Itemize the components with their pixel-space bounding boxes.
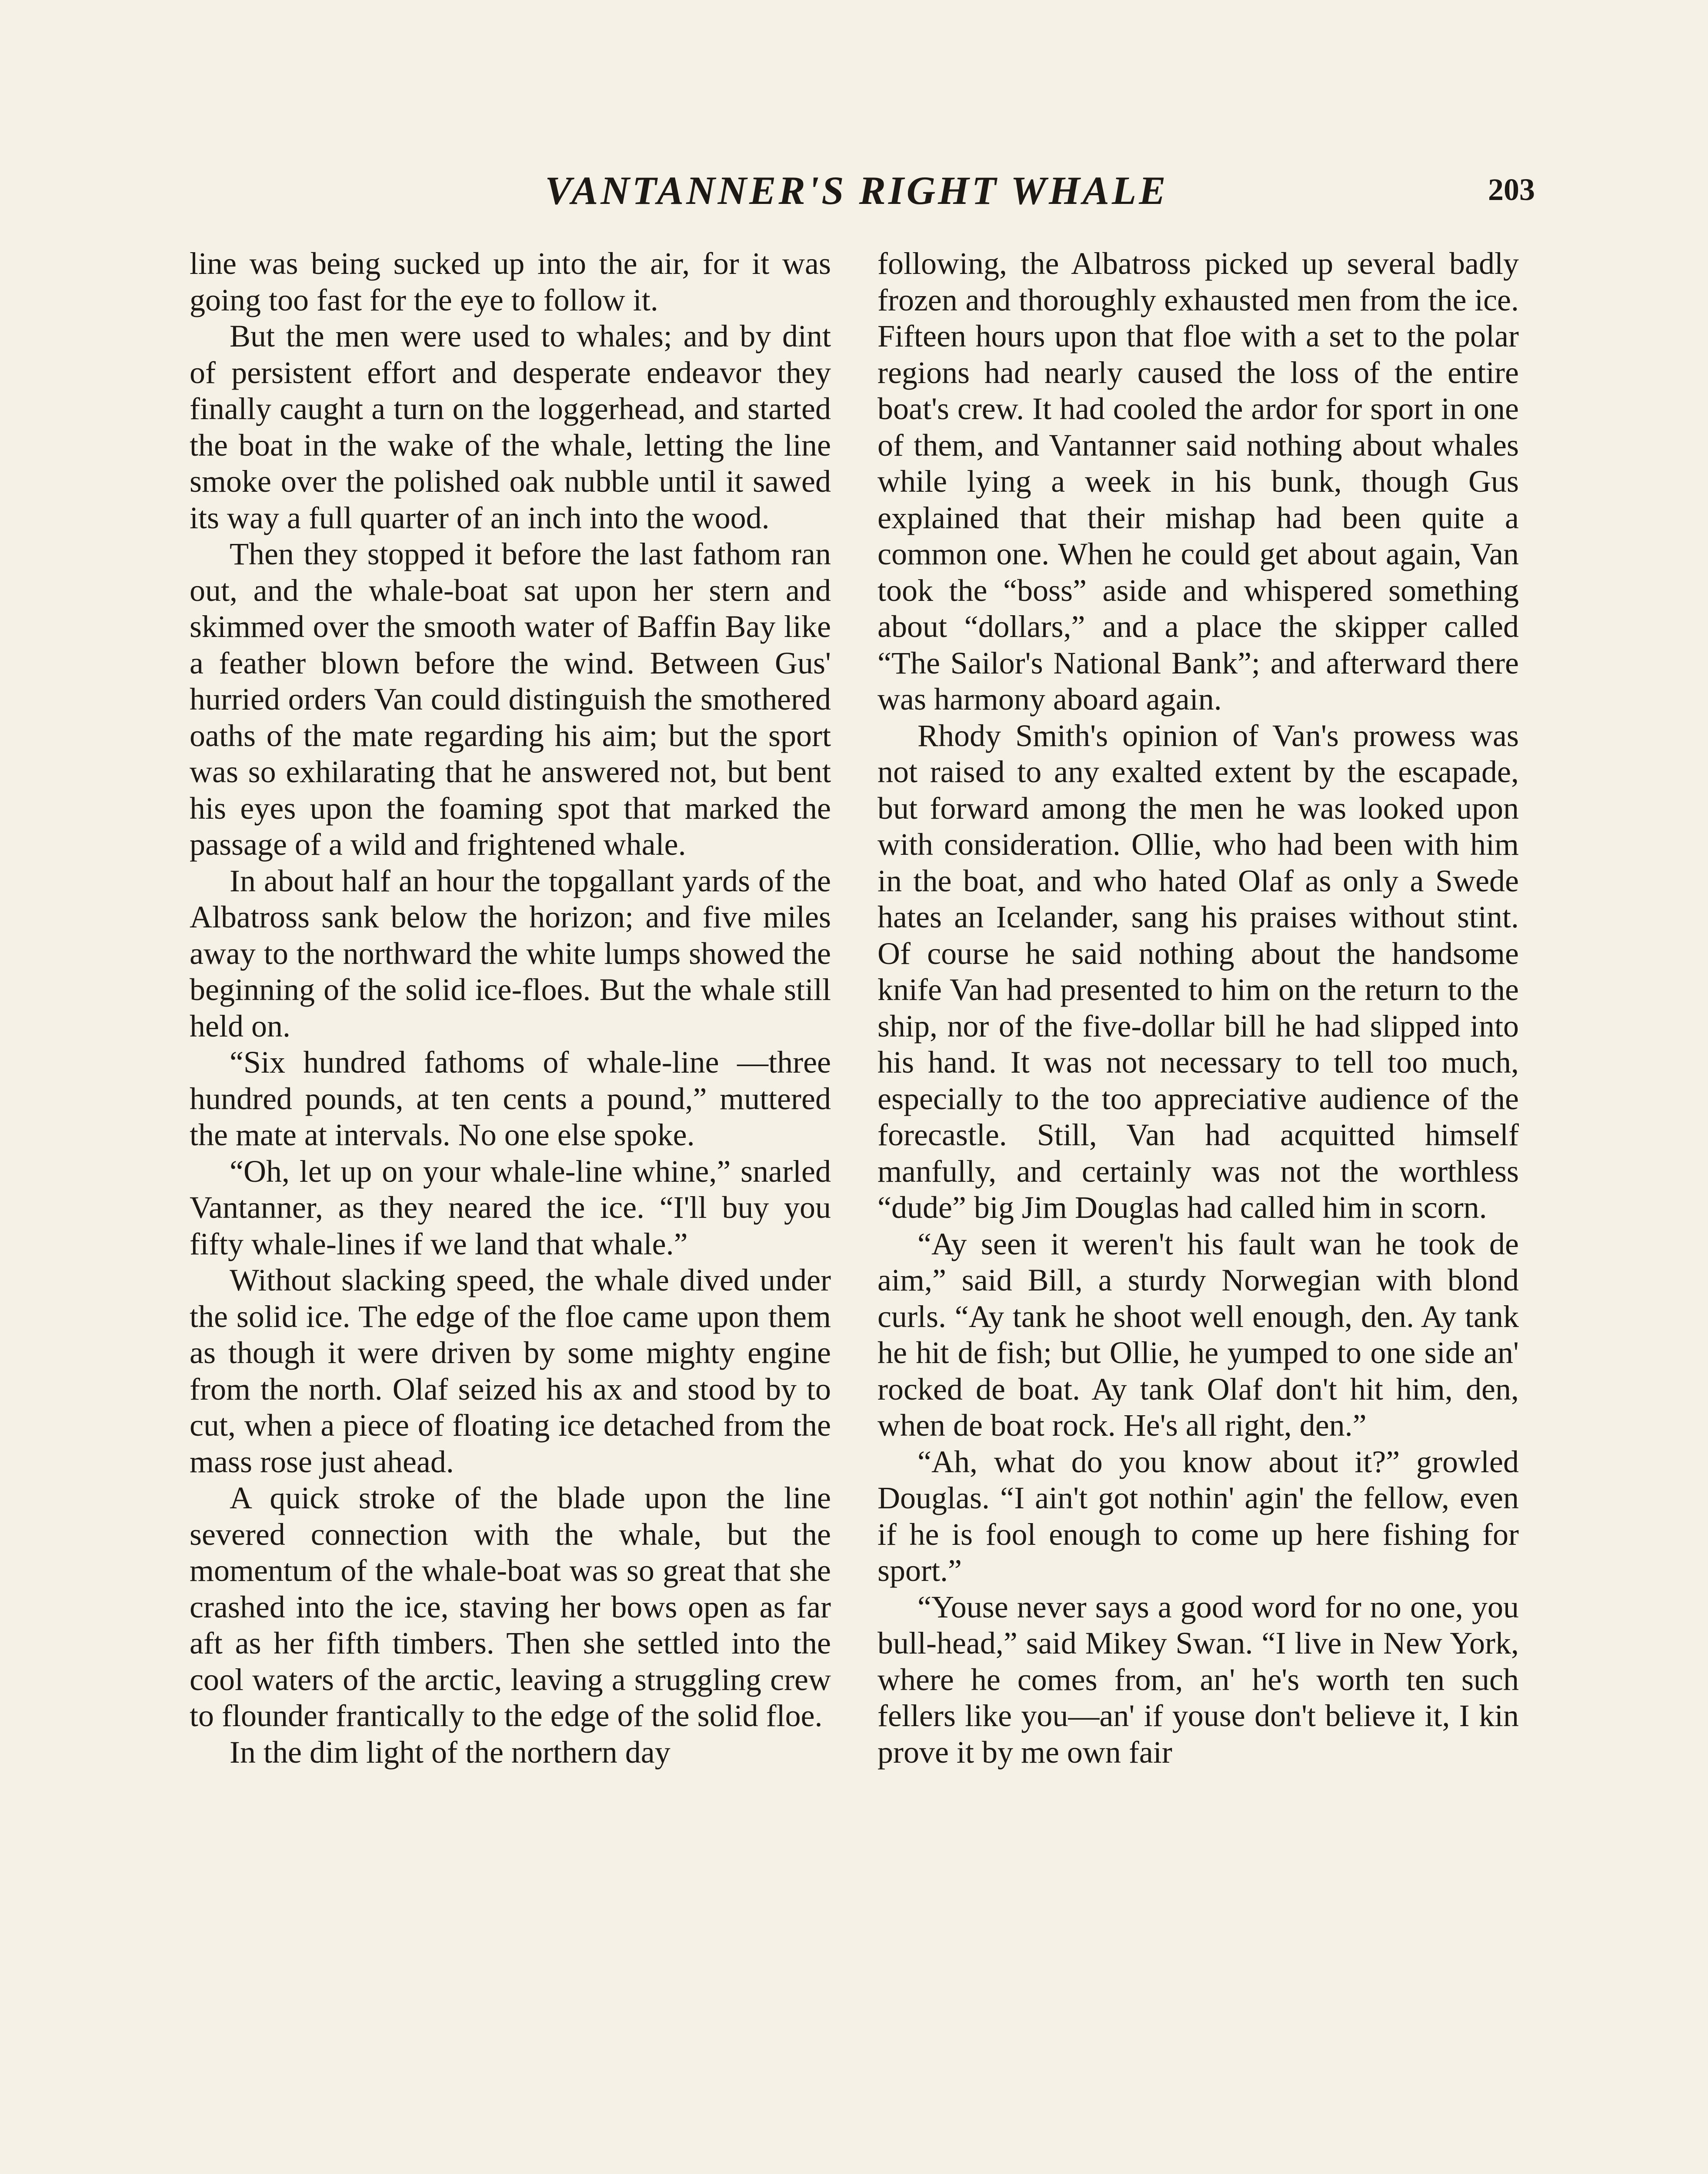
paragraph: “Ah, what do you know about it?” growled Douglas. “I ain't got nothin' agin' the fellow, even if he is fool enough to come up here fishing for sport.” [877,1444,1519,1588]
paragraph: Then they stopped it before the last fathom ran out, and the whale-boat sat upon her stern and skimmed over the smooth water of Baffin Bay like a feather blown before the wind. Between Gus' hurried orders Van could distinguish the smothered oaths of the mate regarding his aim; but the sport was so exhilarating that he answered not, but bent his eyes upon the foaming spot that marked the passage of a wild and frightened whale. [190,537,831,862]
paragraph: “Ay seen it weren't his fault wan he took de aim,” said Bill, a sturdy Norwegian with blond curls. “Ay tank he shoot well enough, den. Ay tank he hit de fish; but Ollie, he yumped to one side an' rocked de boat. Ay tank Olaf don't hit him, den, when de boat rock. He's all right, den.” [877,1226,1519,1443]
paragraph: But the men were used to whales; and by dint of persistent effort and desperate endeavor they finally caught a turn on the loggerhead, and started the boat in the wake of the whale, letting the line smoke over the polished oak nubble until it sawed its way a full quarter of an inch into the wood. [190,319,831,535]
running-title: VANTANNER'S RIGHT WHALE [545,168,1168,213]
paragraph: “Six hundred fathoms of whale-line —three hundred pounds, at ten cents a pound,” muttered the mate at intervals. No one else spoke. [190,1045,831,1152]
paragraph: In the dim light of the northern day [230,1734,671,1770]
left-column [190,246,831,2174]
paragraph: Without slacking speed, the whale dived under the solid ice. The edge of the floe came upon them as though it were driven by some mighty engine from the north. Olaf seized his ax and stood by to cut, when a piece of floating ice detached from the mass rose just ahead. [190,1263,831,1479]
page-header [0,167,1708,224]
paragraph: A quick stroke of the blade upon the line severed connection with the whale, but the momentum of the whale-boat was so great that she crashed into the ice, staving her bows open as far aft as her fifth timbers. Then she settled into the cool waters of the arctic, leaving a struggling crew to flounder frantically to the edge of the solid floe. [190,1480,831,1733]
paragraph: In about half an hour the topgallant yards of the Albatross sank below the horizon; and five miles away to the northward the white lumps showed the beginning of the solid ice-floes. But the whale still held on. [190,863,831,1044]
paragraph: line was being sucked up into the air, for it was going too fast for the eye to follow it. [190,246,831,317]
paragraph: “Oh, let up on your whale-line whine,” snarled Vantanner, as they neared the ice. “I'll buy you fifty whale-lines if we land that whale.” [190,1154,831,1261]
paragraph: “Youse never says a good word for no one, you bull-head,” said Mikey Swan. “I live in New York, where he comes from, an' he's worth ten such fellers like you—an' if youse don't believe it, I kin prove it by me own fair [877,1589,1519,1770]
right-column [877,246,1519,2174]
paragraph: Rhody Smith's opinion of Van's prowess was not raised to any exalted extent by the escapade, but forward among the men he was looked upon with consideration. Ollie, who had been with him in the boat, and who hated Olaf as only a Swede hates an Icelander, sang his praises without stint. Of course he said nothing about the handsome knife Van had presented to him on the return to the ship, nor of the five-dollar bill he had slipped into his hand. It was not necessary to tell too much, especially to the too appreciative audience of the forecastle. Still, Van had acquitted himself manfully, and certainly was not the worthless “dude” big Jim Douglas had called him in scorn. [877,718,1519,1225]
page-number: 203 [1488,172,1535,207]
paragraph: following, the Albatross picked up several badly frozen and thoroughly exhausted men from the ice. Fifteen hours upon that floe with a set to the polar regions had nearly caused the loss of the entire boat's crew. It had cooled the ardor for sport in one of them, and Vantanner said nothing about whales while lying a week in his bunk, though Gus explained that their mishap had been quite a common one. When he could get about again, Van took the “boss” aside and whispered something about “dollars,” and a place the skipper called “The Sailor's National Bank”; and afterward there was harmony aboard again. [877,246,1519,717]
